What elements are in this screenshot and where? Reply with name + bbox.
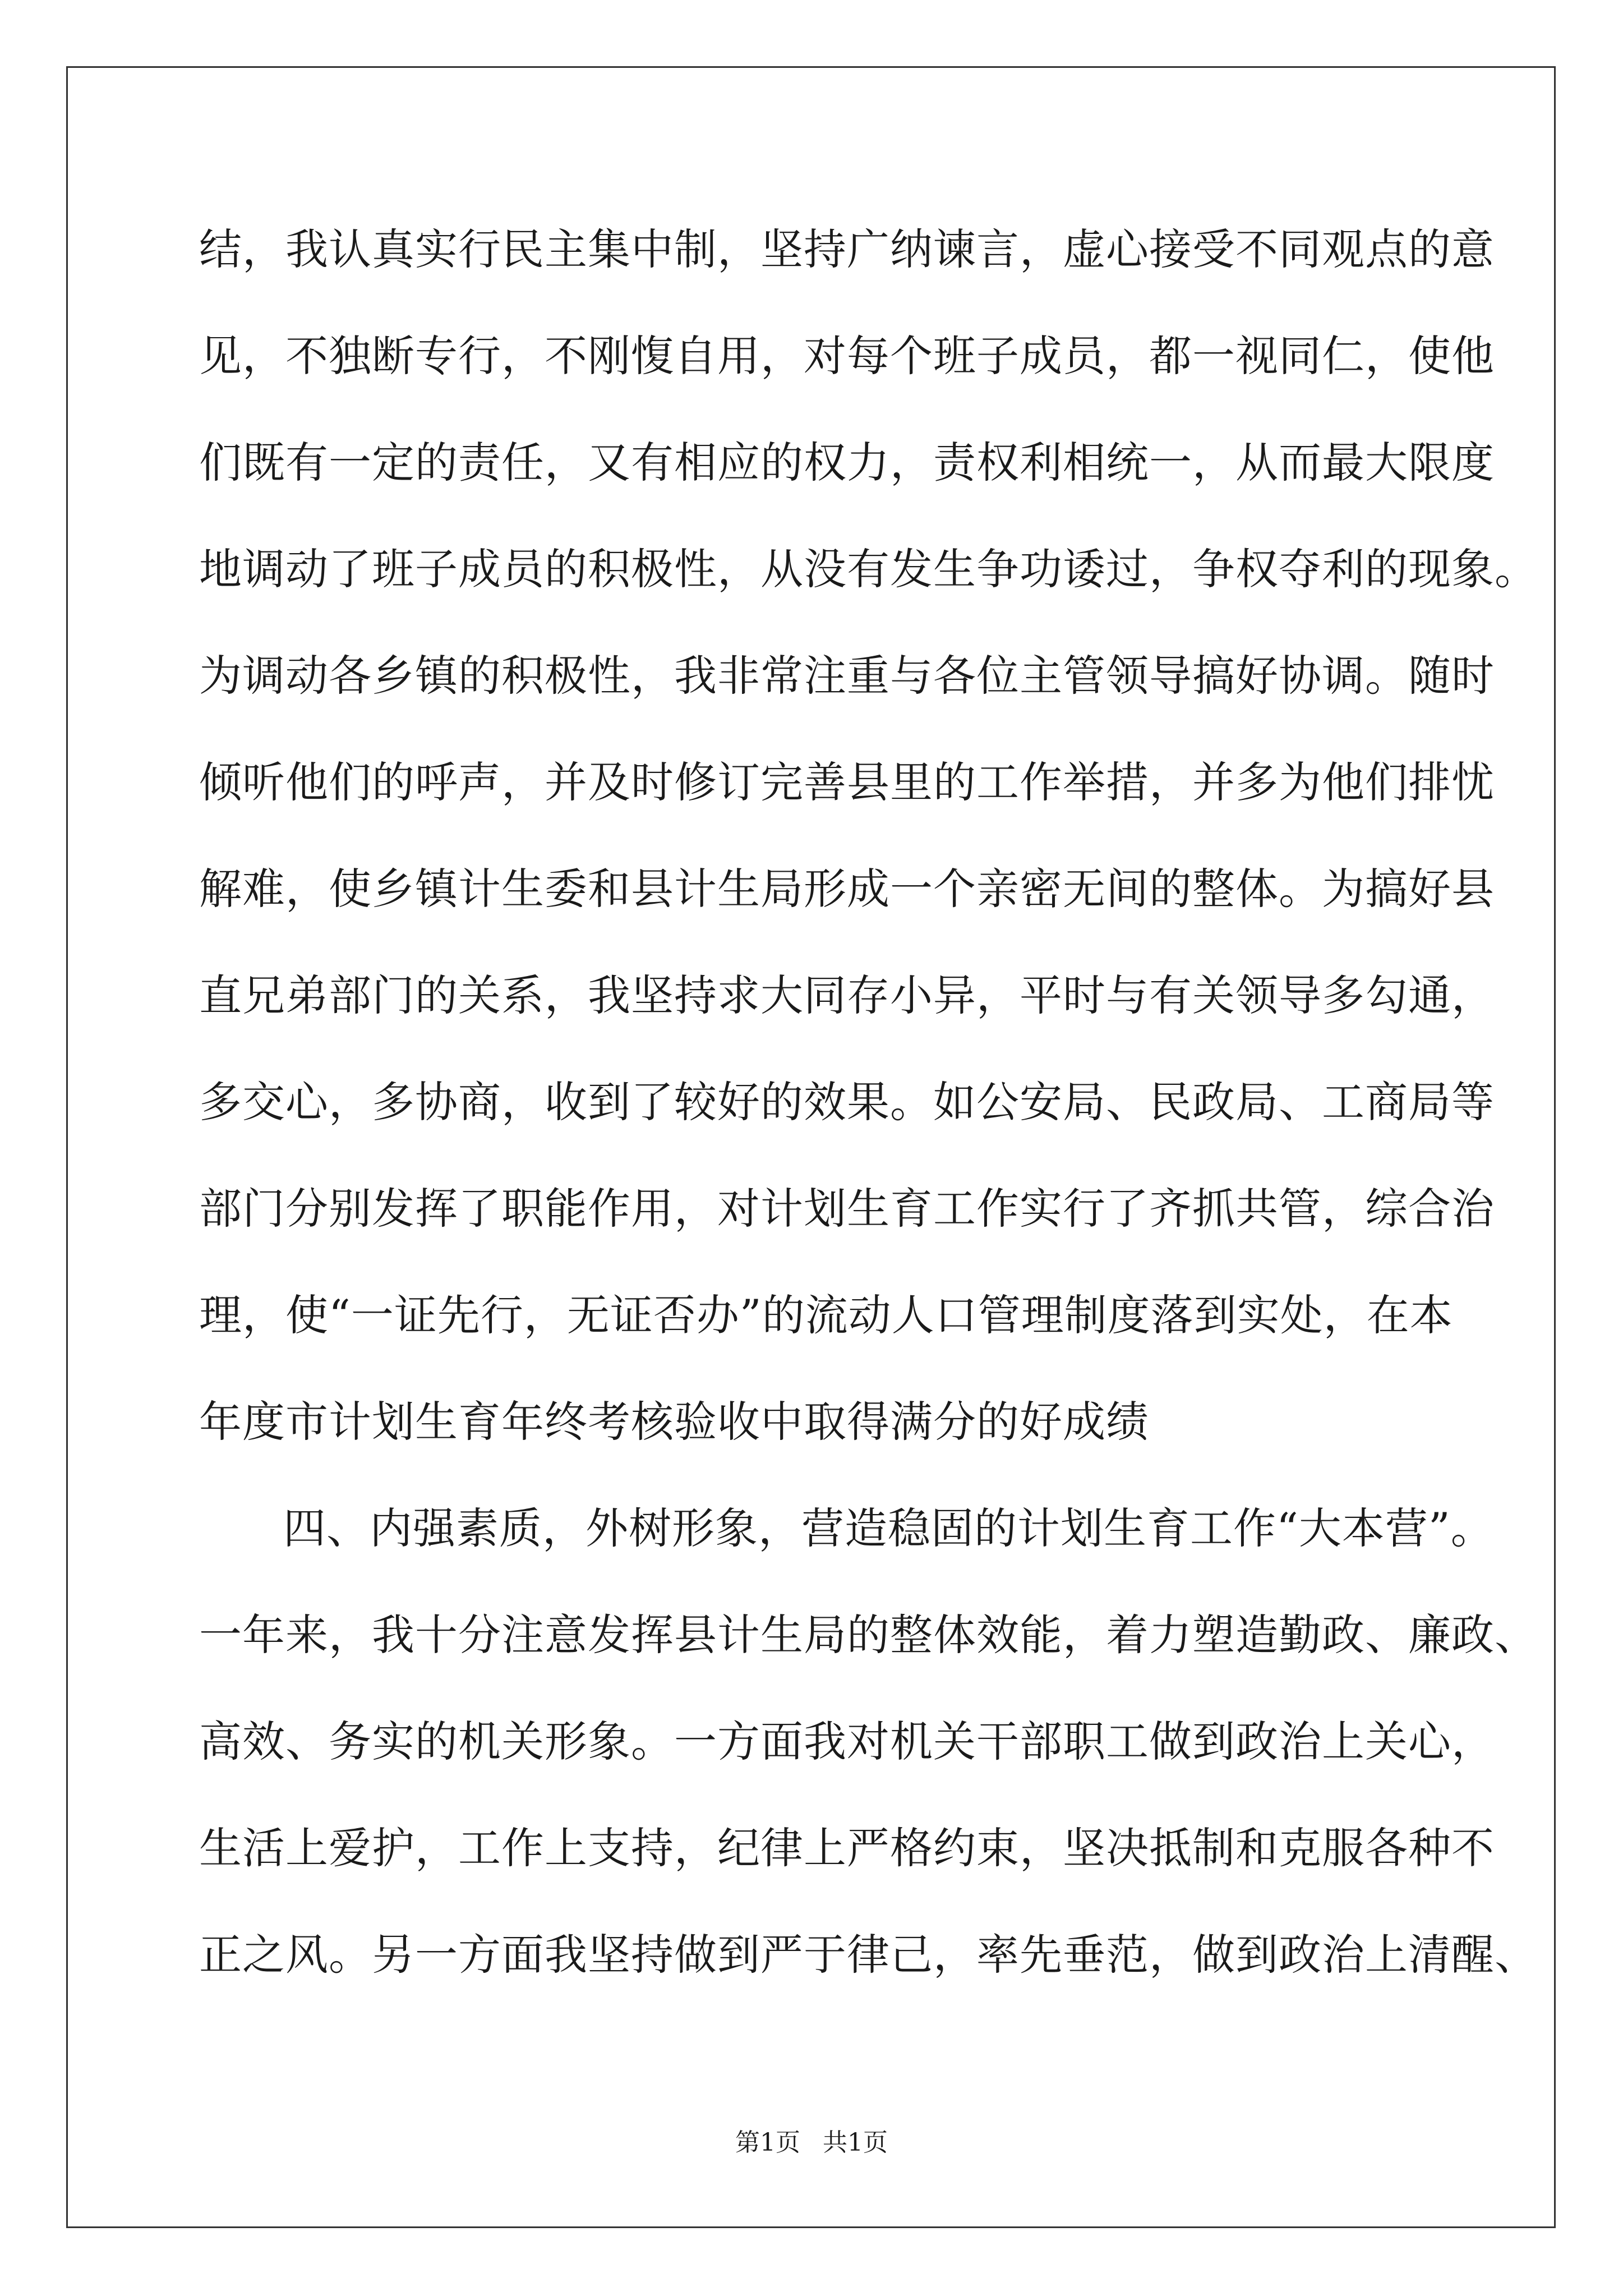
page-number: 第1页 (735, 2128, 800, 2157)
text-line: 理，使“一证先行，无证否办”的流动人口管理制度落到实处，在本 (199, 1290, 1453, 1340)
text-line: 们既有一定的责任，又有相应的权力，责权利相统一，从而最大限度 (199, 438, 1495, 487)
text-line: 一年来，我十分注意发挥县计生局的整体效能，着力塑造勤政、廉政、 (199, 1610, 1538, 1660)
text-line: 解难，使乡镇计生委和县计生局形成一个亲密无间的整体。为搞好县 (199, 864, 1495, 914)
page-total: 共1页 (823, 2128, 888, 2157)
text-line: 见，不独断专行，不刚愎自用，对每个班子成员，都一视同仁，使他 (199, 331, 1495, 381)
page-footer (0, 2126, 1623, 2160)
text-line: 生活上爱护，工作上支持，纪律上严格约束，坚决抵制和克服各种不 (199, 1823, 1495, 1873)
text-line: 倾听他们的呼声，并及时修订完善县里的工作举措，并多为他们排忧 (199, 757, 1495, 807)
text-line: 年度市计划生育年终考核验收中取得满分的好成绩 (199, 1397, 1149, 1447)
text-line: 部门分别发挥了职能作用，对计划生育工作实行了齐抓共管，综合治 (199, 1184, 1495, 1234)
text-line: 多交心，多协商，收到了较好的效果。如公安局、民政局、工商局等 (199, 1077, 1495, 1127)
text-line: 高效、务实的机关形象。一方面我对机关干部职工做到政治上关心， (199, 1717, 1495, 1766)
text-line: 为调动各乡镇的积极性，我非常注重与各位主管领导搞好协调。随时 (199, 651, 1495, 701)
text-line: 四、内强素质，外树形象，营造稳固的计划生育工作“大本营”。 (283, 1503, 1494, 1553)
text-line: 地调动了班子成员的积极性，从没有发生争功诿过，争权夺利的现象。 (199, 544, 1538, 594)
text-line: 直兄弟部门的关系，我坚持求大同存小异，平时与有关领导多勾通， (199, 970, 1495, 1020)
text-line: 结，我认真实行民主集中制，坚持广纳谏言，虚心接受不同观点的意 (199, 224, 1495, 274)
text-line: 正之风。另一方面我坚持做到严于律己，率先垂范，做到政治上清醒、 (199, 1930, 1538, 1980)
